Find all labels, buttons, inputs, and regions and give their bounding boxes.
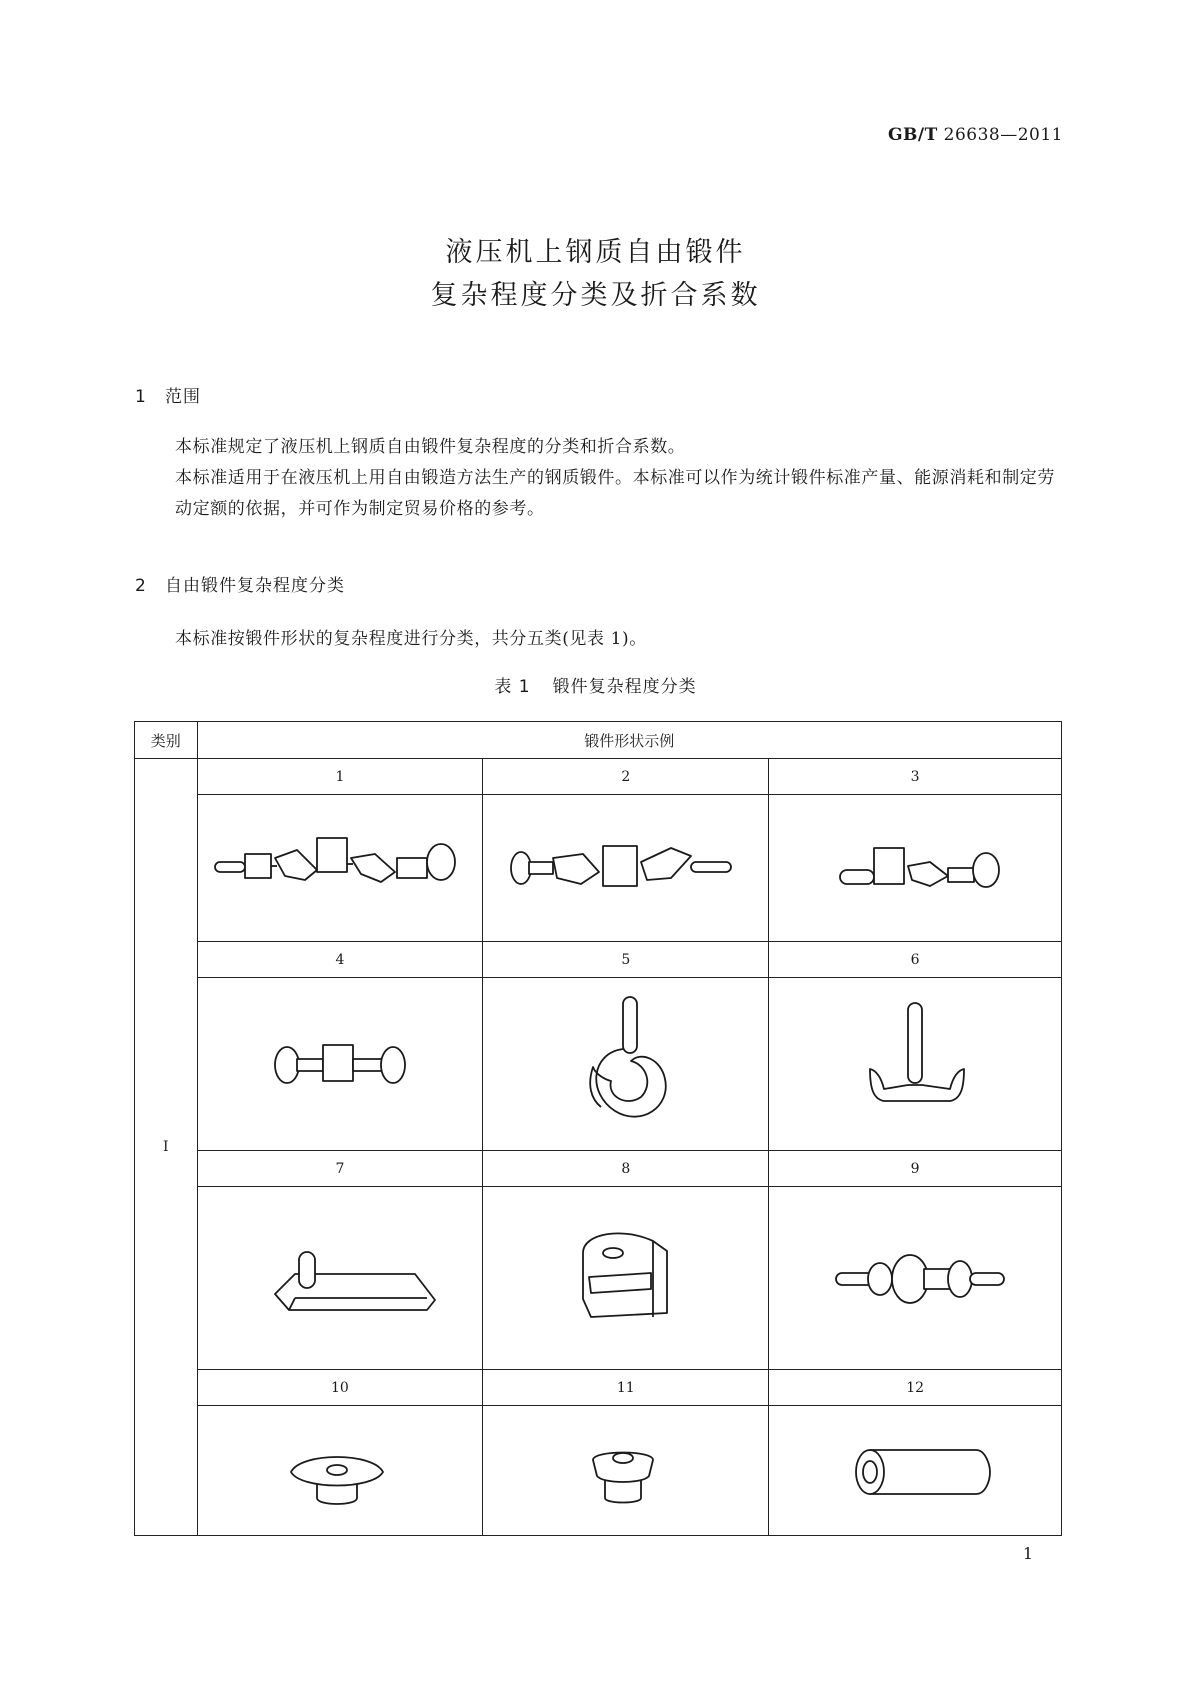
stepped-ring-icon [491,1426,761,1516]
example-number: 7 [197,1151,483,1187]
crankshaft-multi-throw-icon [205,828,475,908]
example-image-row [135,1187,1062,1370]
section-1-title: 范围 [165,387,201,407]
example-number-row [135,1370,1062,1406]
section-2-number: 2 [135,576,147,596]
example-number: 4 [197,942,483,978]
bracket-with-boss-icon [205,1218,475,1338]
example-cell-5 [483,978,769,1151]
example-number-row [135,1151,1062,1187]
example-cell-9 [769,1187,1062,1370]
example-number: 8 [483,1151,769,1187]
standard-code-prefix: GB/T [888,125,938,145]
example-cell-8 [483,1187,769,1370]
hollow-cylinder-icon [780,1426,1050,1516]
table-header-row [135,722,1062,759]
table-caption-title: 锻件复杂程度分类 [552,677,697,697]
section-2-title: 自由锻件复杂程度分类 [165,576,345,596]
example-image-row [135,795,1062,942]
table-caption [0,672,1191,697]
crankshaft-two-throw-icon [491,828,761,908]
example-number: 3 [769,759,1062,795]
section-1-heading [135,382,201,407]
standard-code [888,125,1063,145]
example-cell-3 [769,795,1062,942]
double-hook-icon [780,989,1050,1139]
document-title-line1: 液压机上钢质自由锻件 [445,237,746,268]
page-number: 1 [1022,1544,1033,1563]
example-cell-4 [197,978,483,1151]
example-number: 10 [197,1370,483,1406]
section-2-body [135,624,1063,655]
example-number: 2 [483,759,769,795]
example-cell-7 [197,1187,483,1370]
clevis-block-icon [491,1213,761,1343]
section-1-body [135,432,1063,525]
flanged-disc-icon [205,1426,475,1516]
example-image-row [135,1406,1062,1536]
crane-hook-icon [491,989,761,1139]
example-image-row [135,978,1062,1151]
header-examples: 锻件形状示例 [197,722,1061,759]
example-number: 11 [483,1370,769,1406]
crankshaft-single-throw-icon [780,828,1050,908]
category-cell: I [135,759,198,1536]
example-number: 1 [197,759,483,795]
section-2-heading [135,571,345,596]
section-1-paragraph: 本标准适用于在液压机上用自由锻造方法生产的钢质锻件。本标准可以作为统计锻件标准产量、能源消耗和制定劳动定额的依据，并可作为制定贸易价格的参考。 [175,468,1055,519]
section-1-paragraph: 本标准规定了液压机上钢质自由锻件复杂程度的分类和折合系数。 [175,437,686,457]
example-number-row [135,942,1062,978]
section-1-number: 1 [135,387,147,407]
example-number: 12 [769,1370,1062,1406]
example-cell-1 [197,795,483,942]
example-number: 5 [483,942,769,978]
header-category: 类别 [135,722,198,759]
document-title-line2: 复杂程度分类及折合系数 [430,280,761,311]
example-cell-12 [769,1406,1062,1536]
example-number: 9 [769,1151,1062,1187]
example-cell-6 [769,978,1062,1151]
double-flange-shaft-icon [205,1009,475,1119]
example-cell-10 [197,1406,483,1536]
standard-code-number: 26638—2011 [943,125,1063,145]
stepped-shaft-with-collars-icon [780,1223,1050,1333]
example-cell-2 [483,795,769,942]
example-number: 6 [769,942,1062,978]
forging-classification-table [134,721,1062,1536]
section-2-paragraph: 本标准按锻件形状的复杂程度进行分类，共分五类(见表 1)。 [175,629,647,649]
example-number-row [135,759,1062,795]
example-cell-11 [483,1406,769,1536]
table-caption-label: 表 1 [494,677,531,697]
